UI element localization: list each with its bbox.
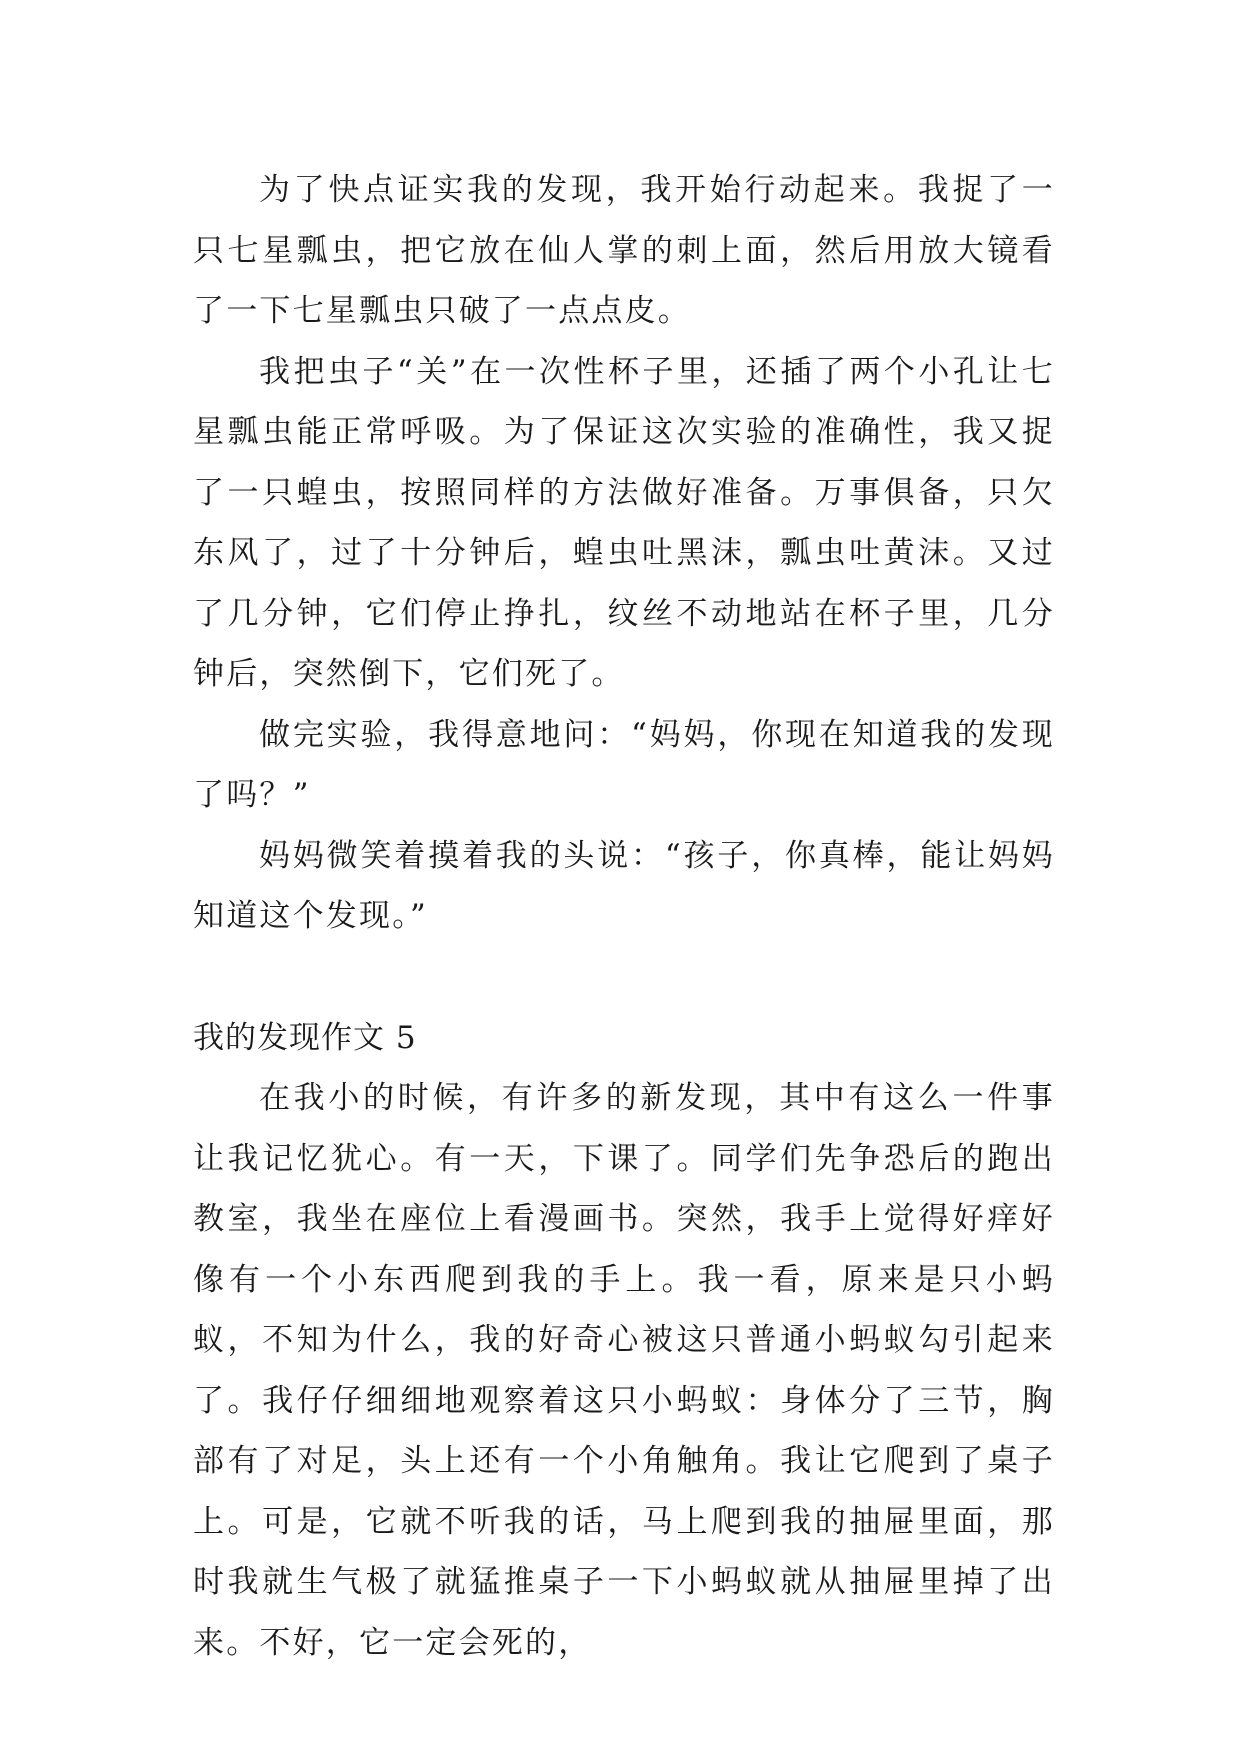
paragraph-experiment-start: 为了快点证实我的发现，我开始行动起来。我捉了一只七星瓢虫，把它放在仙人掌的刺上面，然后用放大镜看了一下七星瓢虫只破了一点点皮。 [193, 172, 1055, 329]
paragraph-ant-story: 在我小的时候，有许多的新发现，其中有这么一件事让我记忆犹心。有一天，下课了。同学们先争恐后的跑出教室，我坐在座位上看漫画书。突然，我手上觉得好痒好像有一个小东西爬到我的手上。我一看，原来是只小蚂蚁，不知为什么，我的好奇心被这只普通小蚂蚁勾引起来了。我仔仔细细地观察着这只小蚂蚁：身体分了三节，胸部有了对足，头上还有一个小角触角。我让它爬到了桌子上。可是，它就不听我的话，马上爬到我的抽屉里面，那时我就生气极了就猛推桌子一下小蚂蚁就从抽屉里掉了出来。不好，它一定会死的， [193, 1080, 1055, 1661]
paragraph-mother-answer: 妈妈微笑着摸着我的头说：“孩子，你真棒，能让妈妈知道这个发现。” [193, 837, 1055, 934]
document-body [193, 160, 1055, 1673]
section-heading: 我的发现作文 5 [193, 1019, 417, 1056]
paragraph-question-mother: 做完实验，我得意地问：“妈妈，你现在知道我的发现了吗？” [193, 716, 1055, 813]
paragraph-experiment-process: 我把虫子“关”在一次性杯子里，还插了两个小孔让七星瓢虫能正常呼吸。为了保证这次实验的准确性，我又捉了一只蝗虫，按照同样的方法做好准备。万事俱备，只欠东风了，过了十分钟后，蝗虫吐黑沫，瓢虫吐黄沫。又过了几分钟，它们停止挣扎，纹丝不动地站在杯子里，几分钟后，突然倒下，它们死了。 [193, 353, 1055, 692]
